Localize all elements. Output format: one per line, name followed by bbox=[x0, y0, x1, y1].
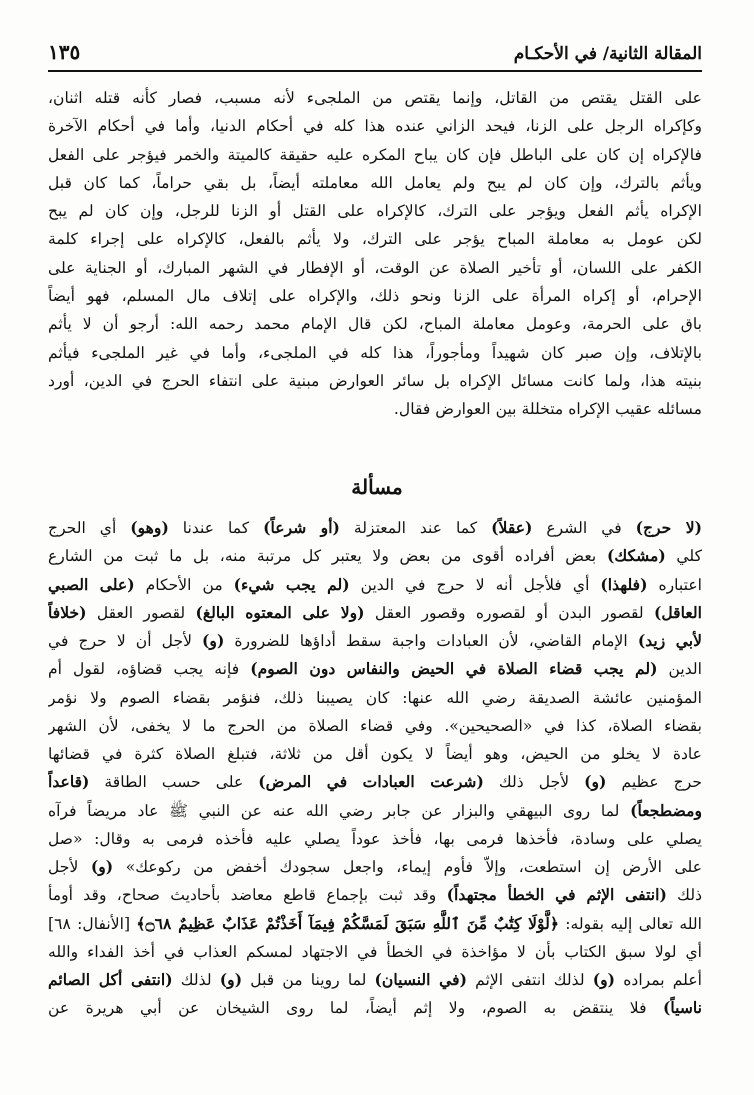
text-line: بنيته هذا، ولما كانت مسائل الإكراه بل سائر العوارض مبنية على انتفاء الحرج في الدين، أورد bbox=[48, 371, 702, 390]
paragraph-ikrah bbox=[48, 84, 702, 424]
text-line bbox=[48, 994, 702, 1022]
sharh-text: من الأحكام bbox=[134, 575, 234, 594]
text-line bbox=[48, 768, 702, 796]
bold-matn-text: ومضطجعاً) bbox=[630, 800, 702, 820]
sharh-text: لأجل أن لا حرج في bbox=[48, 632, 203, 650]
bold-matn-text: (لم يجب قضاء الصلاة في الحيض والنفاس دون الصوم) bbox=[250, 659, 658, 679]
bold-matn-text: (عقلاً) bbox=[491, 518, 533, 537]
sharh-text: بعض أفراده أقوى من بعض ولا يعتبر كل مرتبة منه، بل ما ثبت من الشارع bbox=[48, 547, 607, 566]
section-heading: مسألة bbox=[351, 475, 403, 499]
sharh-text: الإمام القاضي، لأن العبادات واجبة سقط أداؤها للضرورة bbox=[224, 632, 638, 650]
text-line bbox=[48, 881, 702, 909]
sharh-text: [الأنفال: ٦٨] bbox=[48, 914, 137, 933]
sharh-text: لأجل ذلك bbox=[483, 773, 585, 792]
bold-matn-text: (و) bbox=[584, 772, 607, 792]
sharh-text: فلا ينتقض به الصوم، ولا إثم أيضاً، لما روى الشيخان عن أبي هريرة عن bbox=[48, 999, 663, 1018]
bold-matn-text: (انتفى الإثم في الخطأ مجتهداً) bbox=[446, 885, 667, 905]
bold-matn-text: (في النسيان) bbox=[374, 970, 467, 989]
text-line: باق على الحرمة، وعومل معاملة المباح، لكن قال الإمام محمد رحمه الله: أرجو أن لا يأثم bbox=[48, 315, 702, 334]
text-line: الكفر على اللسان، أو تأخير الصلاة عن الوقت، أو الإفطار في الشهر المبارك، أو الجناية على bbox=[48, 258, 702, 277]
sharh-text: الدين bbox=[657, 660, 702, 679]
sharh-text: أي فلأجل أنه لا حرج في الدين bbox=[349, 575, 601, 594]
text-line bbox=[48, 853, 702, 881]
bold-matn-text: (و) bbox=[90, 857, 114, 876]
text-line bbox=[48, 938, 702, 966]
text-line bbox=[48, 740, 702, 768]
bold-matn-text: (انتفى أكل الصائم bbox=[48, 970, 173, 989]
sharh-text: حرج عظيم bbox=[606, 773, 702, 792]
text-line: مسائله عقيب الإكراه متخللة بين العوارض فقال. bbox=[393, 400, 702, 419]
text-line: على القتل يقتص من القاتل، وإنما يقتص من الملجىء لأنه مسبب، فصار كأنه قتله اثنان، bbox=[48, 89, 702, 107]
bold-matn-text: العاقل) bbox=[653, 602, 702, 622]
bold-matn-text: (وهو) bbox=[130, 518, 169, 537]
bold-matn-text: (خلافاً bbox=[48, 602, 87, 622]
text-line bbox=[48, 599, 702, 627]
page-number: ١٣٥ bbox=[48, 40, 81, 64]
sharh-text: يصلي على وسادة، فأخذها فرمى بها، فأخذ عوداً يصلي عليه فأخذه فرمى به وقال: «صل bbox=[48, 829, 702, 848]
sharh-text: أي الحرج bbox=[48, 519, 131, 537]
sharh-text: كما عندنا bbox=[168, 519, 264, 537]
bold-matn-text: (و) bbox=[592, 970, 616, 989]
bold-matn-text: (فلهذا) bbox=[600, 574, 648, 594]
text-line bbox=[48, 542, 702, 570]
text-line bbox=[48, 571, 702, 599]
bold-matn-text: ﴿لَّوْلَا كِتَٰبٌ مِّنَ ٱللَّهِ سَبَقَ لَمَسَّكُمْ فِيمَآ أَخَذْتُمْ عَذَابٌ عَظِيمٌ ۝٦٨﴾ bbox=[136, 913, 559, 933]
sharh-text: لقصور البدن أو لقصوره وقصور العقل bbox=[364, 603, 654, 622]
sharh-text: لذلك bbox=[172, 971, 220, 989]
bold-matn-text: لأبي زيد) bbox=[637, 631, 702, 650]
bold-matn-text: (شرعت العبادات في المرض) bbox=[258, 772, 484, 792]
sharh-text: أعلم بمراده bbox=[615, 971, 702, 989]
sharh-text: لما روينا من قبل bbox=[242, 971, 375, 989]
text-line bbox=[48, 627, 702, 655]
sharh-text: على حسب الطاقة bbox=[89, 773, 259, 792]
sharh-text: على الأرض إن استطعت، وإلاّ فأوم إيماء، واجعل سجودك أخفض من ركوعك» bbox=[113, 858, 702, 876]
sharh-text: لقصور العقل bbox=[86, 603, 196, 622]
text-line: الإكراه يأثم الفعل ويؤجر على الترك، كالإكراه على القتل أو الزنا للرجل، وإن كان لم يبح bbox=[48, 202, 702, 221]
sharh-text: لما روى البيهقي والبزار عن جابر رضي الله عنه عن النبي ﷺ عاد مريضاً فرآه bbox=[48, 801, 631, 820]
bold-matn-text: (مشكك) bbox=[606, 546, 666, 566]
sharh-text: لذلك انتفى الإثم bbox=[467, 971, 593, 989]
text-line bbox=[48, 655, 702, 683]
bold-matn-text: ناسياً) bbox=[663, 998, 702, 1018]
bold-matn-text: (و) bbox=[202, 631, 225, 650]
sharh-text: وقد ثبت بإجماع قاطع معاضد بأحاديث صحاح، وقد أومأ bbox=[48, 886, 447, 905]
bold-matn-text: (لم يجب شيء) bbox=[233, 574, 350, 594]
bold-matn-text: (قاعداً bbox=[48, 772, 90, 792]
text-line: الإحرام، أو إكراه المرأة على الزنا ونحو ذلك، والإكراه على إتلاف مال المسلم، فهو أيضاً bbox=[48, 287, 702, 306]
sharh-text: كلي bbox=[665, 547, 702, 566]
bold-matn-text: (أو شرعاً) bbox=[263, 518, 340, 537]
running-title: المقالة الثانية/ في الأحكـام bbox=[513, 44, 702, 64]
sharh-text: الله تعالى إليه بقوله: bbox=[558, 914, 702, 933]
text-line: ويأثم بالترك، وإن كان لم يبح ولم يعامل الله معاملته أيضاً، بل بقي حراماً، كما كان قبل bbox=[48, 173, 702, 192]
sharh-text: اعتباره bbox=[647, 575, 702, 594]
sharh-text: المؤمنين عائشة الصديقة رضي الله عنها: كان يصيبنا ذلك، فنؤمر بقضاء الصوم ولا نؤمر bbox=[48, 688, 702, 707]
text-line bbox=[48, 514, 702, 542]
text-line: لكن عومل به معاملة المباح يؤجر على الترك، ولا يأثم بالفعل، كالإكراه على إجراء كلمة bbox=[48, 230, 702, 249]
sharh-text: ذلك bbox=[666, 886, 702, 905]
text-line bbox=[48, 910, 702, 938]
bold-matn-text: (و) bbox=[219, 970, 243, 989]
bold-matn-text: (لا حرج) bbox=[635, 518, 702, 537]
text-line bbox=[48, 684, 702, 712]
page-header bbox=[48, 34, 702, 72]
text-line: وكإكراه الرجل على الزنا، فيحد الزاني عنده هذا كله في أحكام الدنيا، وأما في أحكام الآخرة bbox=[48, 117, 702, 136]
sharh-text: أي لولا سبق الكتاب بأن لا مؤاخذة في الخطأ في الاجتهاد لمسكم العذاب في أخذ الفداء والله bbox=[48, 942, 702, 961]
text-line bbox=[48, 966, 702, 994]
bold-matn-text: (ولا على المعتوه البالغ) bbox=[195, 602, 365, 622]
sharh-text: فإنه يجب قضاؤه، لقول أم bbox=[48, 660, 251, 679]
sharh-text: بقضاء الصلاة، كذا في «الصحيحين». وفي قضاء الصلاة من الحرج ما لا يخفى، لأن الشهر bbox=[48, 716, 702, 735]
text-line: فالإكراه إن كان على الباطل فإن كان يباح المكره عليه حقيقة كالميتة والخمر فيؤجر على الفعل bbox=[48, 145, 702, 164]
text-line bbox=[48, 797, 702, 825]
sharh-text: عادة لا يخلو من الحيض، وهو أيضاً لا يكون أقل من ثلاثة، فتبلغ الصلاة كثرة في قضائها bbox=[48, 745, 702, 763]
sharh-text: في الشرع bbox=[532, 519, 636, 537]
paragraph-haraj bbox=[48, 514, 702, 1023]
text-line: بالإتلاف، وإن صبر كان شهيداً ومأجوراً، هذا كله في الملجىء، وأما في غير الملجىء فيأثم bbox=[48, 343, 702, 362]
sharh-text: لأجل bbox=[48, 858, 91, 876]
text-line bbox=[48, 825, 702, 853]
sharh-text: كما عند المعتزلة bbox=[339, 519, 492, 537]
text-line bbox=[48, 712, 702, 740]
bold-matn-text: (على الصبي bbox=[48, 574, 135, 594]
